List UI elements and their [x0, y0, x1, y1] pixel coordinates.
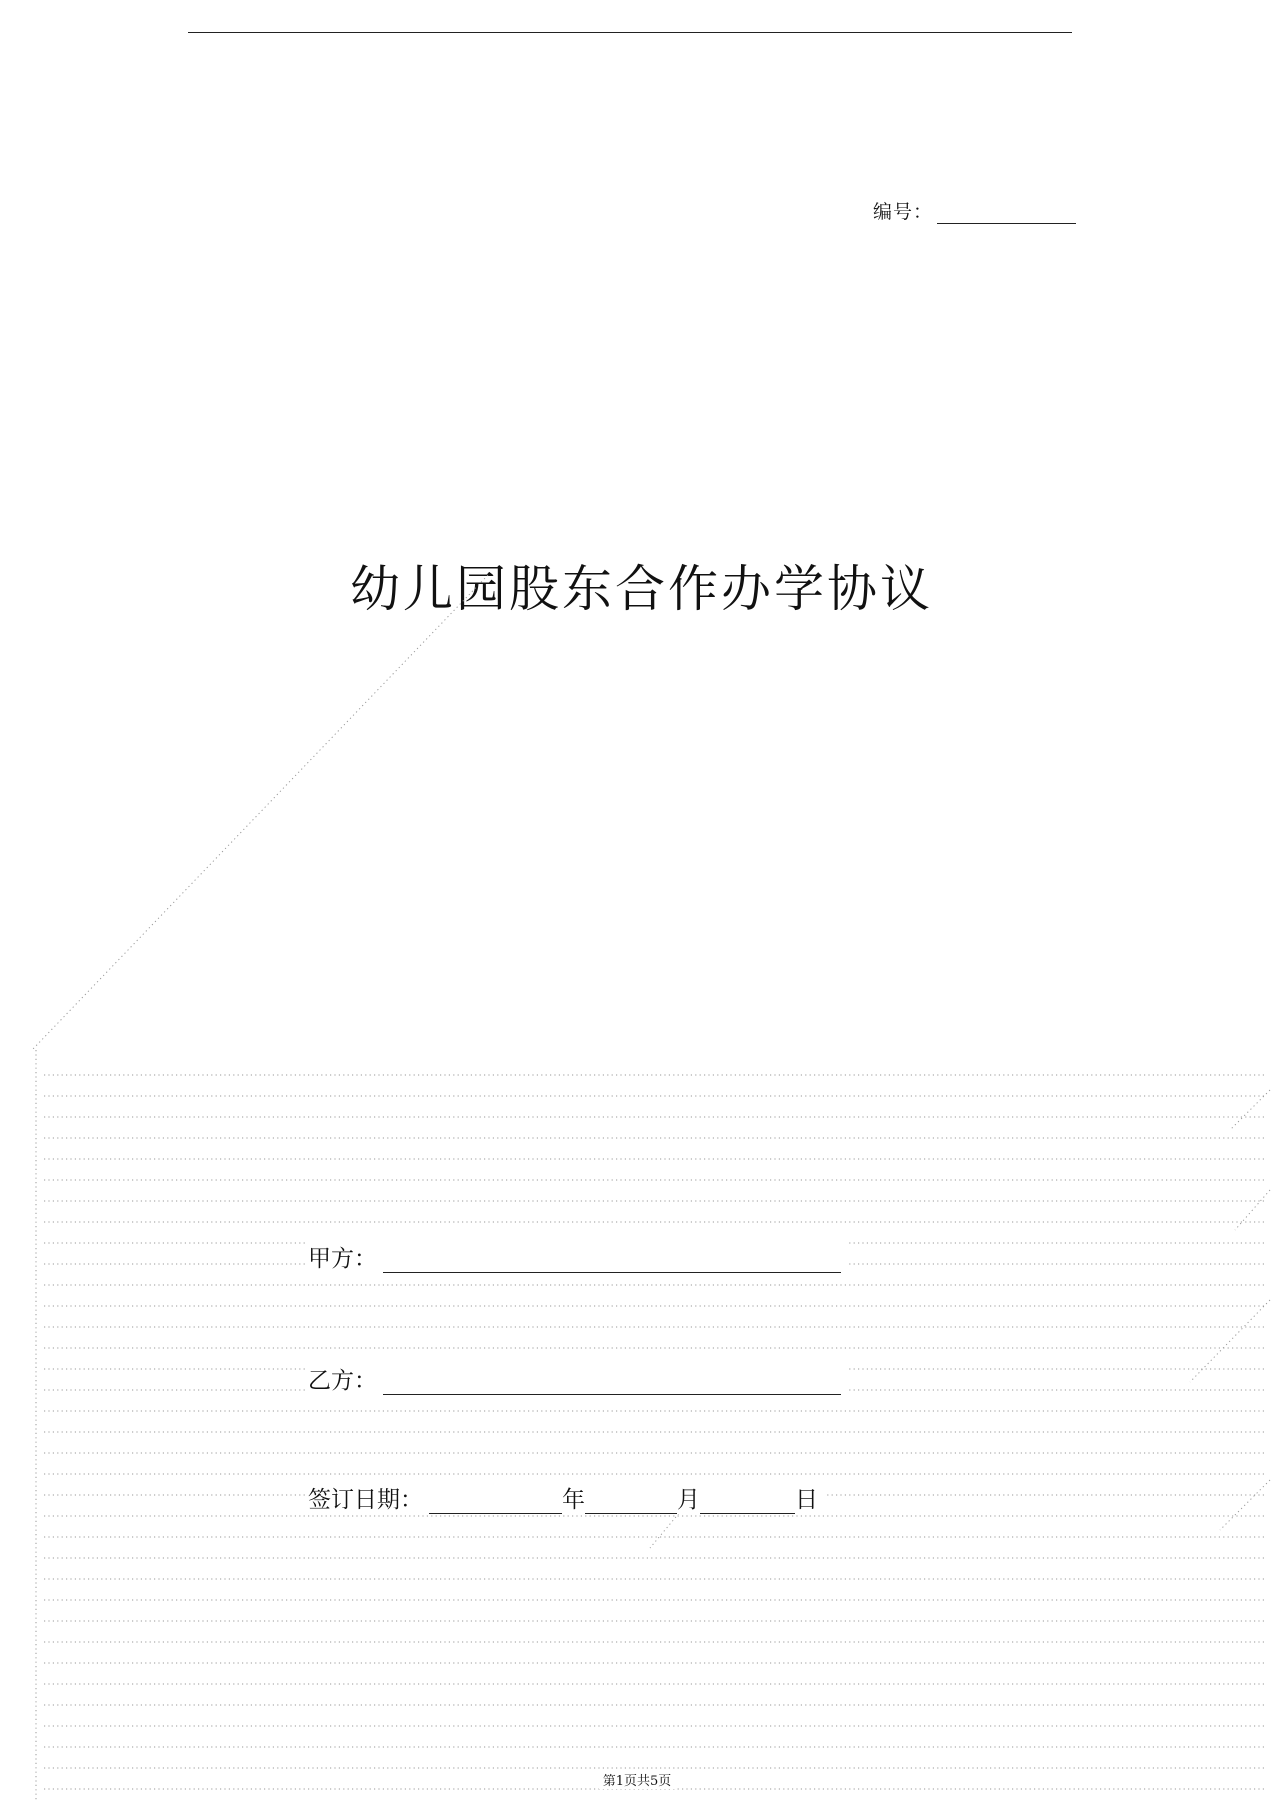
- dotted-line: [1220, 1480, 1270, 1530]
- party-a-field: [308, 1240, 847, 1273]
- year-label: 年: [562, 1487, 585, 1513]
- page-number: 第1页共5页: [599, 1774, 676, 1789]
- document-title: 幼儿园股东合作办学协议: [350, 559, 933, 618]
- party-b-label: 乙方：: [308, 1368, 377, 1394]
- party-a-label: 甲方：: [308, 1246, 377, 1272]
- day-label: 日: [795, 1487, 818, 1513]
- day-blank[interactable]: [700, 1489, 795, 1514]
- month-blank[interactable]: [585, 1489, 677, 1514]
- party-b-blank[interactable]: [383, 1370, 841, 1395]
- sign-date-field: [308, 1481, 824, 1514]
- party-b-field: [308, 1362, 847, 1395]
- sign-date-label: 签订日期：: [308, 1487, 423, 1513]
- dotted-line: [32, 575, 488, 1050]
- document-number-label: 编号：: [873, 201, 934, 223]
- page-footer: [0, 1770, 1274, 1789]
- year-blank[interactable]: [429, 1489, 562, 1514]
- month-label: 月: [677, 1487, 700, 1513]
- dotted-line: [1190, 1300, 1270, 1382]
- party-a-blank[interactable]: [383, 1248, 841, 1273]
- dotted-line: [1235, 1190, 1270, 1230]
